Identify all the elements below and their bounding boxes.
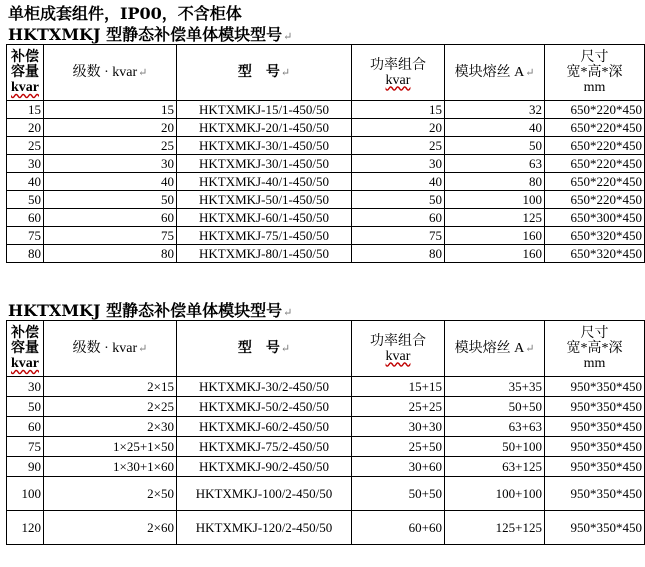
header-fuse: 模块熔丝 A↵ <box>445 321 545 377</box>
steps-cell: 2×25 <box>44 397 177 417</box>
power-combo-cell: 60+60 <box>352 511 445 545</box>
model-cell: HKTXMKJ-120/2-450/50 <box>177 511 352 545</box>
table-row <box>7 227 645 245</box>
model-cell: HKTXMKJ-90/2-450/50 <box>177 457 352 477</box>
header-size: 尺寸 宽*高*深 mm <box>545 321 645 377</box>
fuse-cell: 40 <box>445 119 545 137</box>
table-row <box>7 245 645 263</box>
header-model: 型 号↵ <box>177 321 352 377</box>
power-combo-cell: 15+15 <box>352 377 445 397</box>
size-cell: 950*350*450 <box>545 457 645 477</box>
table-row <box>7 511 645 545</box>
table1-header-row <box>7 45 645 101</box>
capacity-cell: 60 <box>7 417 44 437</box>
model-cell: HKTXMKJ-75/2-450/50 <box>177 437 352 457</box>
power-combo-cell: 50 <box>352 191 445 209</box>
table-row <box>7 173 645 191</box>
fuse-cell: 100 <box>445 191 545 209</box>
steps-cell: 15 <box>44 101 177 119</box>
power-combo-cell: 25+25 <box>352 397 445 417</box>
steps-cell: 25 <box>44 137 177 155</box>
capacity-cell: 50 <box>7 191 44 209</box>
header-fuse: 模块熔丝 A↵ <box>445 45 545 101</box>
power-combo-cell: 30+60 <box>352 457 445 477</box>
capacity-cell: 50 <box>7 397 44 417</box>
model-cell: HKTXMKJ-30/2-450/50 <box>177 377 352 397</box>
size-cell: 650*220*450 <box>545 119 645 137</box>
steps-cell: 30 <box>44 155 177 173</box>
power-combo-cell: 50+50 <box>352 477 445 511</box>
header-steps: 级数 · kvar↵ <box>44 321 177 377</box>
power-combo-cell: 25+50 <box>352 437 445 457</box>
power-combo-cell: 40 <box>352 173 445 191</box>
power-combo-cell: 30 <box>352 155 445 173</box>
steps-cell: 2×50 <box>44 477 177 511</box>
fuse-cell: 160 <box>445 227 545 245</box>
table1-title: HKTXMKJ 型静态补偿单体模块型号↵ <box>8 25 293 44</box>
table2-title: HKTXMKJ 型静态补偿单体模块型号↵ <box>8 301 293 320</box>
size-cell: 650*220*450 <box>545 101 645 119</box>
capacity-cell: 40 <box>7 173 44 191</box>
fuse-cell: 32 <box>445 101 545 119</box>
fuse-cell: 50+50 <box>445 397 545 417</box>
steps-cell: 1×25+1×50 <box>44 437 177 457</box>
size-cell: 950*350*450 <box>545 437 645 457</box>
capacity-cell: 60 <box>7 209 44 227</box>
header-size: 尺寸 宽*高*深 mm <box>545 45 645 101</box>
power-combo-cell: 60 <box>352 209 445 227</box>
capacity-cell: 75 <box>7 227 44 245</box>
capacity-cell: 120 <box>7 511 44 545</box>
steps-cell: 2×60 <box>44 511 177 545</box>
model-cell: HKTXMKJ-50/1-450/50 <box>177 191 352 209</box>
capacity-cell: 90 <box>7 457 44 477</box>
model-cell: HKTXMKJ-60/1-450/50 <box>177 209 352 227</box>
size-cell: 650*300*450 <box>545 209 645 227</box>
model-cell: HKTXMKJ-30/1-450/50 <box>177 137 352 155</box>
table-row <box>7 397 645 417</box>
steps-cell: 50 <box>44 191 177 209</box>
table-row <box>7 209 645 227</box>
model-cell: HKTXMKJ-100/2-450/50 <box>177 477 352 511</box>
table-row <box>7 437 645 457</box>
steps-cell: 40 <box>44 173 177 191</box>
size-cell: 650*320*450 <box>545 227 645 245</box>
power-combo-cell: 80 <box>352 245 445 263</box>
table-row <box>7 457 645 477</box>
size-cell: 650*220*450 <box>545 155 645 173</box>
size-cell: 950*350*450 <box>545 377 645 397</box>
power-combo-cell: 20 <box>352 119 445 137</box>
table1 <box>6 44 645 263</box>
size-cell: 650*220*450 <box>545 191 645 209</box>
table-row <box>7 191 645 209</box>
power-combo-cell: 30+30 <box>352 417 445 437</box>
steps-cell: 60 <box>44 209 177 227</box>
capacity-cell: 20 <box>7 119 44 137</box>
steps-cell: 2×30 <box>44 417 177 437</box>
model-cell: HKTXMKJ-50/2-450/50 <box>177 397 352 417</box>
table-row <box>7 417 645 437</box>
fuse-cell: 35+35 <box>445 377 545 397</box>
fuse-cell: 125+125 <box>445 511 545 545</box>
capacity-cell: 30 <box>7 377 44 397</box>
steps-cell: 1×30+1×60 <box>44 457 177 477</box>
fuse-cell: 63 <box>445 155 545 173</box>
fuse-cell: 125 <box>445 209 545 227</box>
table-row <box>7 477 645 511</box>
capacity-cell: 15 <box>7 101 44 119</box>
steps-cell: 20 <box>44 119 177 137</box>
size-cell: 950*350*450 <box>545 477 645 511</box>
table-row <box>7 155 645 173</box>
size-cell: 650*220*450 <box>545 137 645 155</box>
power-combo-cell: 15 <box>352 101 445 119</box>
table-row <box>7 137 645 155</box>
capacity-cell: 80 <box>7 245 44 263</box>
table-row <box>7 119 645 137</box>
fuse-cell: 63+125 <box>445 457 545 477</box>
steps-cell: 75 <box>44 227 177 245</box>
capacity-cell: 30 <box>7 155 44 173</box>
table2 <box>6 320 645 545</box>
header-capacity: 补偿 容量 kvar <box>7 321 44 377</box>
table-row <box>7 101 645 119</box>
power-combo-cell: 25 <box>352 137 445 155</box>
model-cell: HKTXMKJ-75/1-450/50 <box>177 227 352 245</box>
fuse-cell: 160 <box>445 245 545 263</box>
size-cell: 950*350*450 <box>545 397 645 417</box>
model-cell: HKTXMKJ-15/1-450/50 <box>177 101 352 119</box>
header-power-combo: 功率组合 kvar <box>352 45 445 101</box>
page-title: 单柜成套组件，IP00，不含柜体 <box>8 4 242 23</box>
power-combo-cell: 75 <box>352 227 445 245</box>
model-cell: HKTXMKJ-20/1-450/50 <box>177 119 352 137</box>
steps-cell: 2×15 <box>44 377 177 397</box>
size-cell: 950*350*450 <box>545 511 645 545</box>
model-cell: HKTXMKJ-60/2-450/50 <box>177 417 352 437</box>
fuse-cell: 50+100 <box>445 437 545 457</box>
header-steps: 级数 · kvar↵ <box>44 45 177 101</box>
fuse-cell: 63+63 <box>445 417 545 437</box>
header-model: 型 号↵ <box>177 45 352 101</box>
header-power-combo: 功率组合 kvar <box>352 321 445 377</box>
header-capacity: 补偿 容量 kvar <box>7 45 44 101</box>
steps-cell: 80 <box>44 245 177 263</box>
model-cell: HKTXMKJ-40/1-450/50 <box>177 173 352 191</box>
table2-header-row <box>7 321 645 377</box>
capacity-cell: 25 <box>7 137 44 155</box>
fuse-cell: 80 <box>445 173 545 191</box>
capacity-cell: 75 <box>7 437 44 457</box>
model-cell: HKTXMKJ-80/1-450/50 <box>177 245 352 263</box>
model-cell: HKTXMKJ-30/1-450/50 <box>177 155 352 173</box>
size-cell: 650*320*450 <box>545 245 645 263</box>
table-row <box>7 377 645 397</box>
fuse-cell: 50 <box>445 137 545 155</box>
size-cell: 950*350*450 <box>545 417 645 437</box>
capacity-cell: 100 <box>7 477 44 511</box>
size-cell: 650*220*450 <box>545 173 645 191</box>
fuse-cell: 100+100 <box>445 477 545 511</box>
